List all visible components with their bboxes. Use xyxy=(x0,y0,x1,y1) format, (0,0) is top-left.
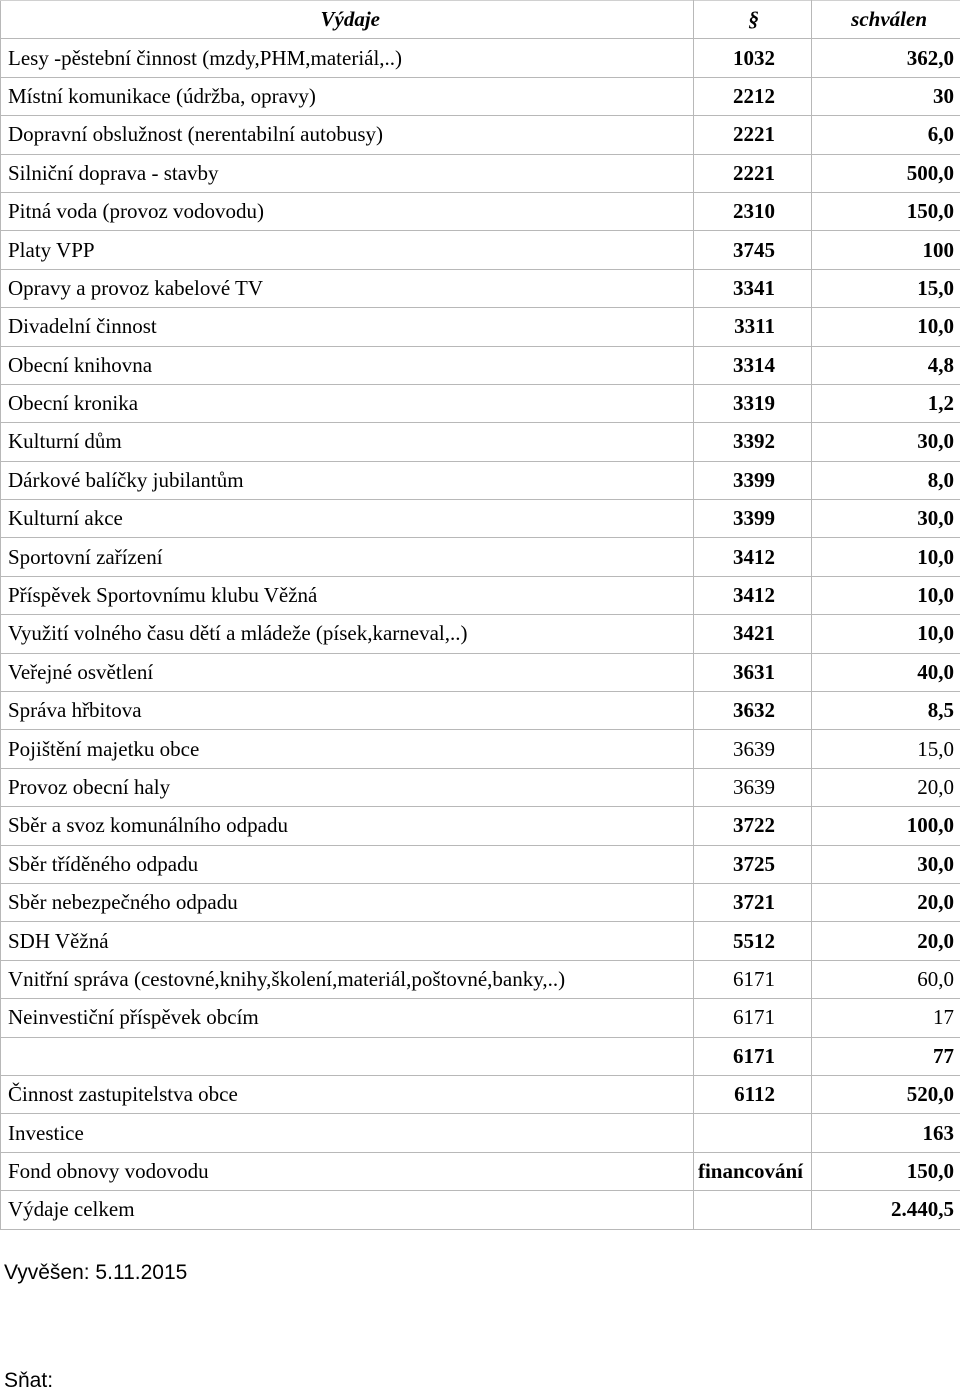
table-row xyxy=(1,576,960,614)
row-value: 20,0 xyxy=(812,922,960,960)
row-paragraph: 3412 xyxy=(694,538,812,576)
row-name: Fond obnovy vodovodu xyxy=(1,1152,694,1190)
row-value: 163 xyxy=(812,1114,960,1152)
row-paragraph: 3311 xyxy=(694,308,812,346)
table-row xyxy=(1,730,960,768)
table-row xyxy=(1,346,960,384)
row-value: 10,0 xyxy=(812,538,960,576)
row-name: Kulturní akce xyxy=(1,500,694,538)
removed-date: Sňat: xyxy=(4,1369,53,1393)
table-row xyxy=(1,922,960,960)
row-paragraph: financování xyxy=(694,1152,812,1190)
table-row xyxy=(1,1152,960,1190)
row-paragraph: 3392 xyxy=(694,423,812,461)
total-value: 2.440,5 xyxy=(812,1191,960,1229)
row-value: 10,0 xyxy=(812,576,960,614)
row-value: 30 xyxy=(812,77,960,115)
row-value: 150,0 xyxy=(812,192,960,230)
row-paragraph: 3412 xyxy=(694,576,812,614)
row-value: 15,0 xyxy=(812,730,960,768)
row-value: 362,0 xyxy=(812,39,960,77)
row-paragraph: 3314 xyxy=(694,346,812,384)
row-value: 20,0 xyxy=(812,883,960,921)
header-paragraph-symbol: § xyxy=(694,1,812,39)
row-name: Investice xyxy=(1,1114,694,1152)
row-name: Využití volného času dětí a mládeže (písek,karneval,..) xyxy=(1,615,694,653)
row-value: 4,8 xyxy=(812,346,960,384)
row-value: 17 xyxy=(812,999,960,1037)
row-paragraph: 3722 xyxy=(694,807,812,845)
row-value: 30,0 xyxy=(812,423,960,461)
row-name: Sportovní zařízení xyxy=(1,538,694,576)
row-value: 8,0 xyxy=(812,461,960,499)
row-paragraph: 2221 xyxy=(694,116,812,154)
row-name: Dopravní obslužnost (nerentabilní autobusy) xyxy=(1,116,694,154)
row-paragraph: 3639 xyxy=(694,768,812,806)
row-paragraph: 3421 xyxy=(694,615,812,653)
table-row xyxy=(1,883,960,921)
row-name: Sběr a svoz komunálního odpadu xyxy=(1,807,694,845)
row-name: Sběr tříděného odpadu xyxy=(1,845,694,883)
header-title: Výdaje xyxy=(1,1,694,39)
row-value: 500,0 xyxy=(812,154,960,192)
row-name: Dárkové balíčky jubilantům xyxy=(1,461,694,499)
row-name: Divadelní činnost xyxy=(1,308,694,346)
row-name: Silniční doprava - stavby xyxy=(1,154,694,192)
row-paragraph: 3341 xyxy=(694,269,812,307)
table-row xyxy=(1,692,960,730)
row-paragraph: 3319 xyxy=(694,384,812,422)
row-value: 20,0 xyxy=(812,768,960,806)
row-paragraph: 6171 xyxy=(694,1037,812,1075)
row-value: 77 xyxy=(812,1037,960,1075)
row-paragraph: 3639 xyxy=(694,730,812,768)
row-name: Pojištění majetku obce xyxy=(1,730,694,768)
row-paragraph: 2221 xyxy=(694,154,812,192)
row-paragraph: 1032 xyxy=(694,39,812,77)
table-row xyxy=(1,845,960,883)
row-paragraph: 3399 xyxy=(694,461,812,499)
row-name: Pitná voda (provoz vodovodu) xyxy=(1,192,694,230)
table-row xyxy=(1,807,960,845)
table-row xyxy=(1,423,960,461)
row-paragraph xyxy=(694,1191,812,1229)
table-row xyxy=(1,960,960,998)
row-name: Neinvestiční příspěvek obcím xyxy=(1,999,694,1037)
row-name: Kulturní dům xyxy=(1,423,694,461)
row-value: 60,0 xyxy=(812,960,960,998)
row-paragraph: 3725 xyxy=(694,845,812,883)
row-value: 100,0 xyxy=(812,807,960,845)
row-value: 15,0 xyxy=(812,269,960,307)
posted-date: Vyvěšen: 5.11.2015 xyxy=(4,1261,187,1285)
table-row xyxy=(1,1114,960,1152)
row-paragraph: 5512 xyxy=(694,922,812,960)
table-row xyxy=(1,384,960,422)
row-paragraph xyxy=(694,1114,812,1152)
row-name: Platy VPP xyxy=(1,231,694,269)
row-value: 8,5 xyxy=(812,692,960,730)
row-name: Správa hřbitova xyxy=(1,692,694,730)
row-paragraph: 3632 xyxy=(694,692,812,730)
row-paragraph: 6112 xyxy=(694,1075,812,1113)
table-row xyxy=(1,116,960,154)
total-row xyxy=(1,1191,960,1229)
table-row xyxy=(1,999,960,1037)
row-name: Vnitřní správa (cestovné,knihy,školení,materiál,poštovné,banky,..) xyxy=(1,960,694,998)
table-row xyxy=(1,653,960,691)
table-row xyxy=(1,500,960,538)
row-value: 30,0 xyxy=(812,845,960,883)
row-name: SDH Věžná xyxy=(1,922,694,960)
row-value: 6,0 xyxy=(812,116,960,154)
row-name: Místní komunikace (údržba, opravy) xyxy=(1,77,694,115)
total-label: Výdaje celkem xyxy=(1,1191,694,1229)
header-approved: schválen xyxy=(812,1,960,39)
table-row xyxy=(1,768,960,806)
row-name: Veřejné osvětlení xyxy=(1,653,694,691)
row-name: Činnost zastupitelstva obce xyxy=(1,1075,694,1113)
row-name xyxy=(1,1037,694,1075)
row-paragraph: 2212 xyxy=(694,77,812,115)
row-name: Příspěvek Sportovnímu klubu Věžná xyxy=(1,576,694,614)
table-row xyxy=(1,192,960,230)
row-paragraph: 3745 xyxy=(694,231,812,269)
table-row xyxy=(1,1075,960,1113)
table-row xyxy=(1,1037,960,1075)
table-header-row xyxy=(1,1,960,39)
row-paragraph: 6171 xyxy=(694,999,812,1037)
row-value: 30,0 xyxy=(812,500,960,538)
row-value: 40,0 xyxy=(812,653,960,691)
row-value: 10,0 xyxy=(812,308,960,346)
table-row xyxy=(1,154,960,192)
table-row xyxy=(1,39,960,77)
row-name: Provoz obecní haly xyxy=(1,768,694,806)
row-name: Lesy -pěstební činnost (mzdy,PHM,materiál,..) xyxy=(1,39,694,77)
row-paragraph: 6171 xyxy=(694,960,812,998)
row-value: 1,2 xyxy=(812,384,960,422)
row-name: Obecní kronika xyxy=(1,384,694,422)
table-row xyxy=(1,231,960,269)
table-row xyxy=(1,615,960,653)
row-paragraph: 3399 xyxy=(694,500,812,538)
row-name: Sběr nebezpečného odpadu xyxy=(1,883,694,921)
row-paragraph: 3721 xyxy=(694,883,812,921)
row-value: 520,0 xyxy=(812,1075,960,1113)
row-name: Opravy a provoz kabelové TV xyxy=(1,269,694,307)
table-row xyxy=(1,308,960,346)
row-paragraph: 3631 xyxy=(694,653,812,691)
row-value: 150,0 xyxy=(812,1152,960,1190)
row-value: 10,0 xyxy=(812,615,960,653)
table-row xyxy=(1,269,960,307)
row-paragraph: 2310 xyxy=(694,192,812,230)
table-row xyxy=(1,461,960,499)
row-name: Obecní knihovna xyxy=(1,346,694,384)
table-row xyxy=(1,77,960,115)
table-row xyxy=(1,538,960,576)
row-value: 100 xyxy=(812,231,960,269)
